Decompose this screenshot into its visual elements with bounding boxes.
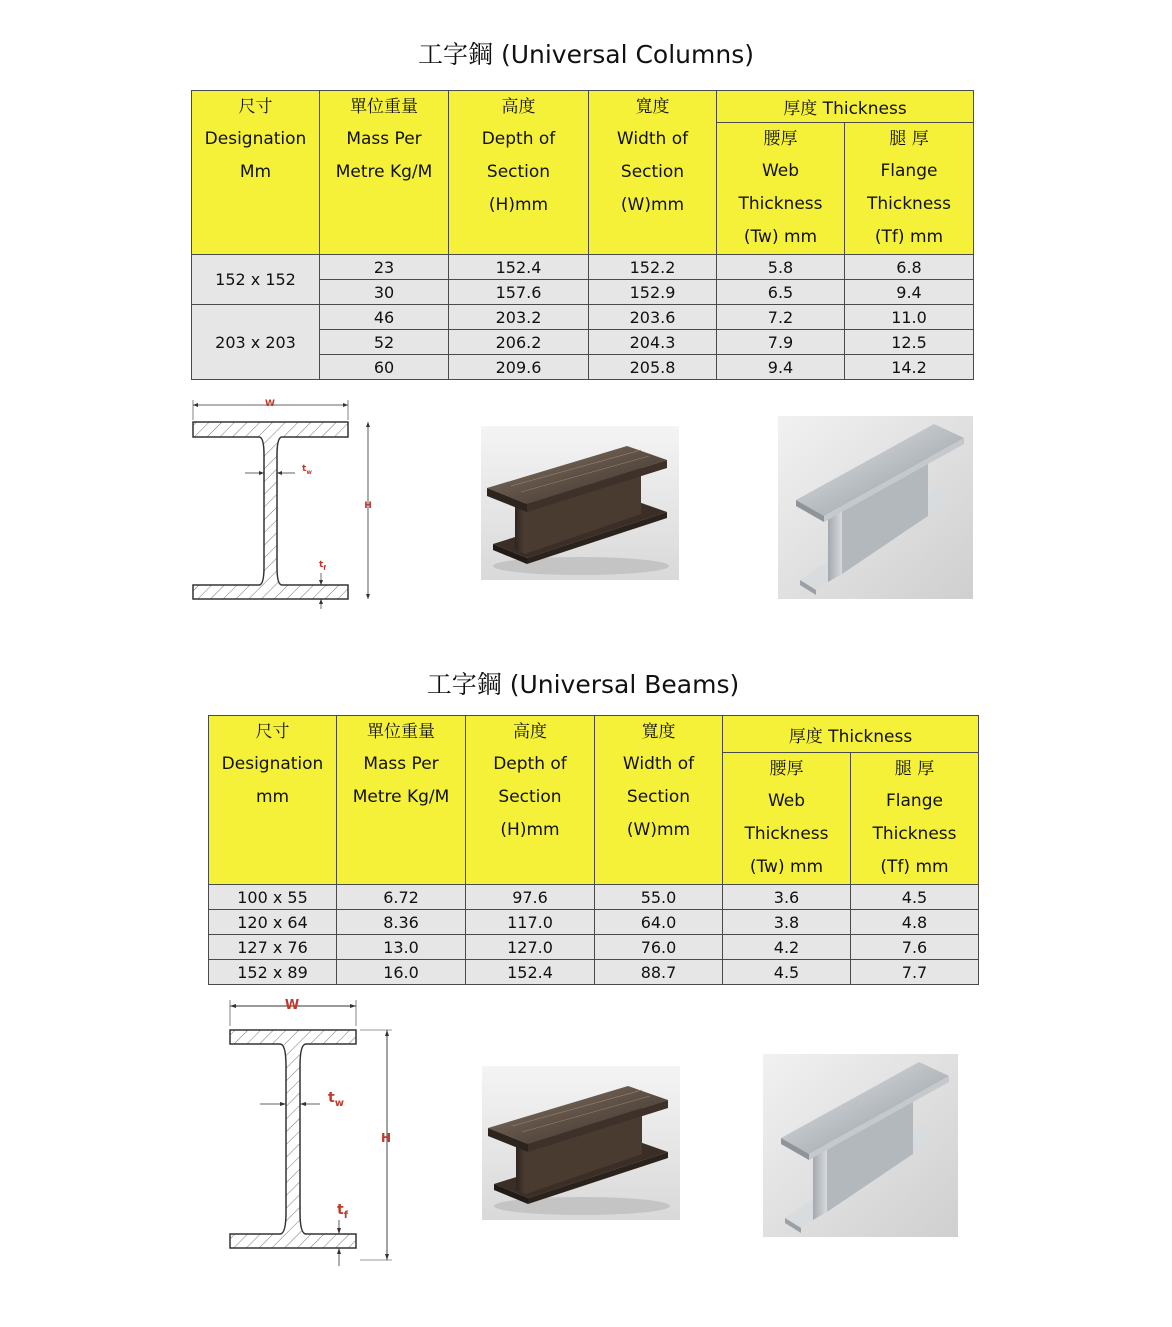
- steel-i-beam-photo: [482, 1066, 680, 1220]
- table-row: 100 x 55 6.72 97.6 55.0 3.6 4.5: [209, 885, 979, 910]
- header-designation: 尺寸 Designation mm: [209, 716, 337, 885]
- header-flange: 腿 厚 Flange Thickness (Tf) mm: [851, 753, 979, 885]
- table-row: 52 206.2 204.3 7.9 12.5: [192, 330, 974, 355]
- table-row: 203 x 203 46 203.2 203.6 7.2 11.0: [192, 305, 974, 330]
- columns-table: [191, 90, 974, 380]
- tf-label: t: [319, 560, 324, 570]
- header-depth: 高度 Depth of Section (H)mm: [466, 716, 595, 885]
- header-thickness: 厚度 Thickness: [717, 91, 974, 123]
- table-row: 120 x 64 8.36 117.0 64.0 3.8 4.8: [209, 910, 979, 935]
- beams-table: [208, 715, 979, 985]
- h-label: H: [364, 501, 372, 511]
- header-depth: 高度 Depth of Section (H)mm: [449, 91, 589, 255]
- table-row: 152 x 89 16.0 152.4 88.7 4.5 7.7: [209, 960, 979, 985]
- svg-text:tf: $t_f$: [337, 1202, 349, 1221]
- h-label: H: [380, 1131, 392, 1145]
- svg-text:tw: $t_w$: [328, 1090, 344, 1109]
- i-beam-section-diagram: [220, 994, 400, 1274]
- columns-title: 工字鋼 (Universal Columns): [418, 40, 754, 69]
- header-mass: 單位重量 Mass Per Metre Kg/M: [337, 716, 466, 885]
- table-row: 127 x 76 13.0 127.0 76.0 4.2 7.6: [209, 935, 979, 960]
- header-thickness: 厚度 Thickness: [723, 716, 979, 753]
- aluminium-i-beam-photo: [778, 416, 973, 599]
- steel-i-beam-photo: [481, 426, 679, 580]
- header-designation: 尺寸 Designation Mm: [192, 91, 320, 255]
- designation-cell: 152 x 152: [192, 255, 320, 305]
- table-row: 152 x 152 23 152.4 152.2 5.8 6.8: [192, 255, 974, 280]
- table-row: 30 157.6 152.9 6.5 9.4: [192, 280, 974, 305]
- header-web: 腰厚 Web Thickness (Tw) mm: [717, 123, 845, 255]
- i-beam-section-diagram: [185, 395, 385, 615]
- table-row: 60 209.6 205.8 9.4 14.2: [192, 355, 974, 380]
- tw-label: t: [302, 464, 307, 474]
- header-flange: 腿 厚 Flange Thickness (Tf) mm: [845, 123, 974, 255]
- w-label: W: [265, 399, 275, 409]
- svg-text:tf: $t_f$: [319, 560, 326, 572]
- header-width: 寬度 Width of Section (W)mm: [589, 91, 717, 255]
- svg-text:tw: $t_w$: [302, 464, 312, 476]
- designation-cell: 203 x 203: [192, 305, 320, 380]
- beams-title: 工字鋼 (Universal Beams): [426, 670, 740, 699]
- aluminium-i-beam-photo: [763, 1054, 958, 1237]
- w-label: W: [284, 998, 300, 1013]
- header-width: 寬度 Width of Section (W)mm: [595, 716, 723, 885]
- tw-label: t: [328, 1090, 335, 1106]
- header-mass: 單位重量 Mass Per Metre Kg/M: [320, 91, 449, 255]
- tf-label: t: [337, 1202, 344, 1218]
- header-web: 腰厚 Web Thickness (Tw) mm: [723, 753, 851, 885]
